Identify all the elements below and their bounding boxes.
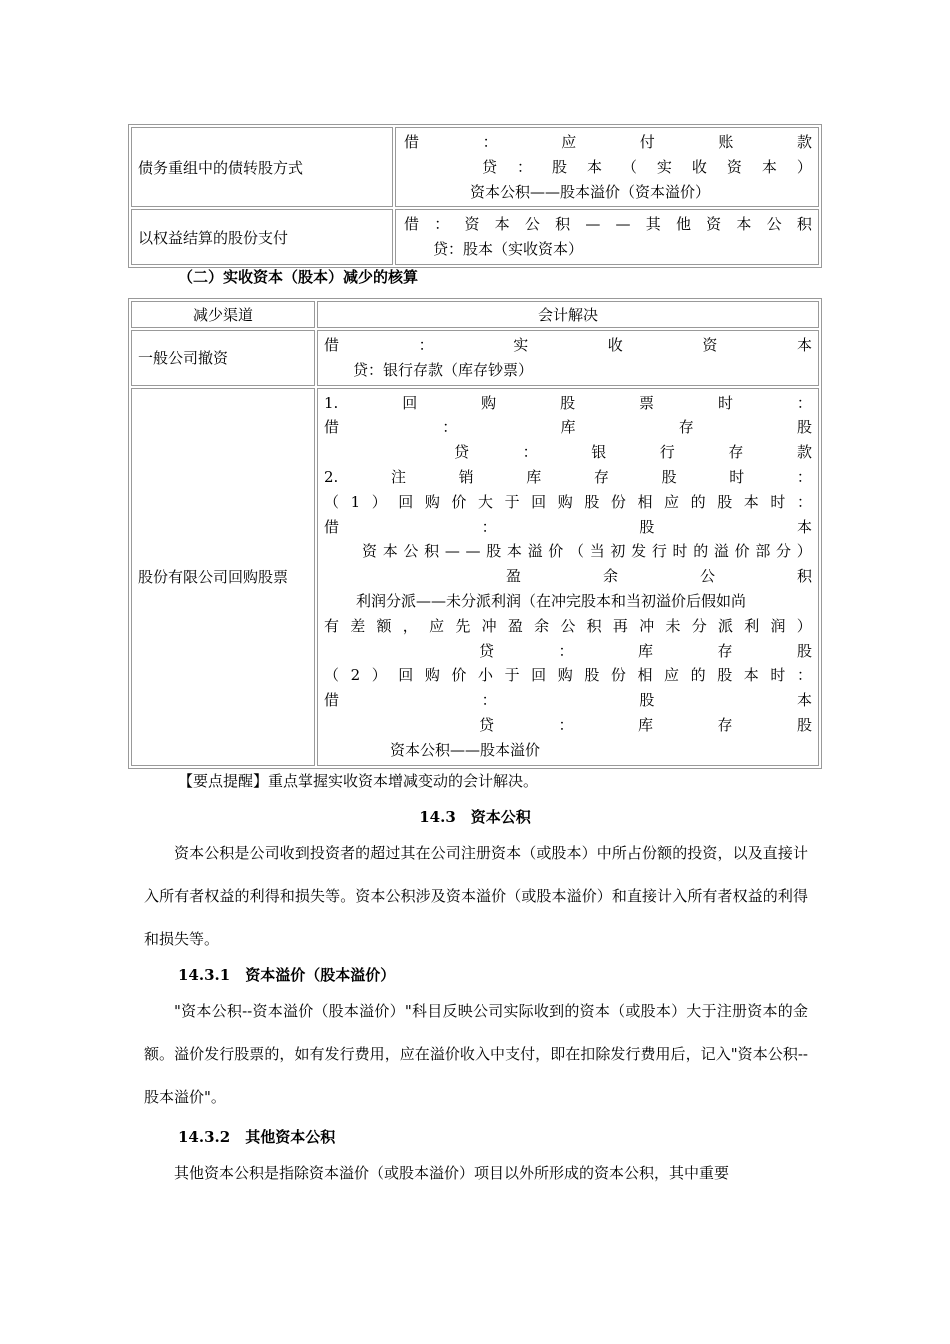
- journal-token: 当: [589, 542, 605, 561]
- journal-token: 大: [478, 492, 494, 511]
- row-label: 以权益结算的股份支付: [138, 228, 289, 247]
- journal-token: 积: [424, 542, 440, 561]
- journal-token: 余: [602, 567, 618, 586]
- journal-token: 股: [661, 467, 677, 486]
- journal-token: 股: [560, 393, 576, 412]
- journal-line: [324, 713, 812, 738]
- journal-token: 本: [586, 157, 602, 176]
- journal-token: 回: [398, 492, 414, 511]
- journal-token: 分: [691, 616, 707, 635]
- journal-token: ：: [516, 157, 532, 176]
- journal-token: 应: [664, 666, 680, 685]
- journal-line: [324, 564, 812, 589]
- journal-token: ：: [434, 215, 450, 234]
- journal-token: 溢: [527, 542, 543, 561]
- journal-token: （: [324, 666, 340, 685]
- table-cell-item: [131, 127, 393, 207]
- journal-token: 购: [481, 393, 497, 412]
- journal-token: 行: [651, 542, 667, 561]
- journal-token: 收: [607, 336, 623, 354]
- journal-token: 库: [637, 715, 653, 734]
- journal-token: 注: [390, 467, 406, 486]
- journal-token: 有: [324, 616, 340, 635]
- journal-token: ：: [796, 393, 812, 412]
- journal-token: 额: [376, 616, 392, 635]
- journal-token: 于: [504, 492, 520, 511]
- journal-token: 资: [702, 336, 718, 354]
- key-point-reminder: 【要点提醒】重点掌握实收资本增减变动的会计解决。: [178, 772, 539, 790]
- journal-token: 股: [551, 157, 567, 176]
- journal-token: 积: [796, 215, 812, 234]
- journal-token: 冲: [639, 616, 655, 635]
- journal-line: [324, 614, 812, 639]
- paragraph: [144, 832, 808, 961]
- journal-token: 1.: [324, 393, 339, 412]
- journal-token: 本: [494, 215, 510, 234]
- paragraph-text: 资本公积是公司收到投资者的超过其在公司注册资本（或股本）中所占份额的投资，以及直接计入所有者权益的利得和损失等。资本公积涉及资本溢价（或股本溢价）和直接计入所有者权益的利得和损失等。: [144, 844, 808, 948]
- subsection-title: 14.3.1 资本溢价（股本溢价）: [178, 966, 396, 984]
- journal-token: 借: [404, 215, 420, 234]
- journal-token: 时: [770, 492, 786, 511]
- table-header-row: [131, 301, 819, 328]
- journal-token: 他: [675, 215, 691, 234]
- journal-token: 部: [755, 542, 771, 561]
- journal-token: 存: [678, 418, 694, 437]
- table-cell-item: [131, 209, 393, 265]
- table-row: [131, 209, 819, 265]
- paragraph-text: "资本公积--资本溢价（股本溢价）"科目反映公司实际收到的资本（或股本）大于注册资本的金额。溢价发行股票的，如有发行费用，应在溢价收入中支付，即在扣除发行费用后，记入"资本公积--股本溢价"。: [144, 1002, 808, 1106]
- journal-line: [324, 333, 812, 358]
- journal-line: [404, 155, 812, 180]
- journal-token: 款: [796, 443, 812, 462]
- capital-increase-table: [128, 124, 822, 268]
- journal-token: 公: [403, 542, 419, 561]
- journal-token: 借: [324, 336, 340, 354]
- journal-token: 本: [743, 666, 759, 685]
- journal-token: 于: [504, 666, 520, 685]
- journal-token: ）: [796, 616, 812, 635]
- journal-token: 的: [690, 492, 706, 511]
- journal-token: 相: [637, 666, 653, 685]
- journal-line: 利润分派——未分派利润（在冲完股本和当初溢价后假如尚: [356, 591, 747, 610]
- journal-token: 实: [513, 336, 529, 354]
- journal-token: 本: [761, 157, 777, 176]
- journal-token: 派: [717, 616, 733, 635]
- journal-token: 资: [726, 157, 742, 176]
- journal-token: ：: [481, 517, 497, 536]
- table-cell-entry: [317, 388, 819, 766]
- journal-token: 其: [645, 215, 661, 234]
- journal-line: [324, 391, 812, 416]
- journal-line: [324, 539, 812, 564]
- journal-token: 本: [796, 336, 812, 354]
- journal-token: 未: [665, 616, 681, 635]
- journal-token: 本: [506, 542, 522, 561]
- table-row: [131, 127, 819, 207]
- journal-token: 积: [555, 215, 571, 234]
- journal-token: 2: [350, 666, 361, 685]
- journal-token: ：: [442, 418, 458, 437]
- paragraph-text: 其他资本公积是指除资本溢价（或股本溢价）项目以外所形成的资本公积，其中重要: [174, 1164, 730, 1182]
- journal-token: ）: [796, 157, 812, 176]
- journal-token: 回: [531, 666, 547, 685]
- journal-token: 库: [560, 418, 576, 437]
- journal-line: [404, 212, 812, 237]
- table-cell-entry: [395, 127, 819, 207]
- journal-token: ）: [371, 492, 387, 511]
- journal-token: 付: [639, 133, 655, 151]
- journal-token: 公: [766, 215, 782, 234]
- journal-token: 润: [770, 616, 786, 635]
- journal-line: [324, 440, 812, 465]
- journal-token: 销: [458, 467, 474, 486]
- journal-token: 回: [531, 492, 547, 511]
- journal-token: 资: [362, 542, 378, 561]
- journal-token: 股: [796, 418, 812, 437]
- journal-line: [324, 639, 812, 664]
- journal-token: 发: [631, 542, 647, 561]
- column-header: 会计解决: [317, 301, 819, 328]
- journal-token: 本: [796, 691, 812, 710]
- journal-token: 回: [402, 393, 418, 412]
- subsection-title: 14.3.2 其他资本公积: [178, 1128, 336, 1146]
- journal-line: 资本公积——股本溢价（资本溢价）: [470, 182, 711, 201]
- journal-token: 购: [557, 666, 573, 685]
- journal-token: 本: [382, 542, 398, 561]
- journal-token: 份: [610, 666, 626, 685]
- journal-token: 款: [796, 133, 812, 151]
- journal-token: 行: [659, 443, 675, 462]
- journal-token: 账: [718, 133, 734, 151]
- section-heading: （二）实收资本（股本）减少的核算: [178, 268, 419, 286]
- journal-token: ：: [482, 133, 498, 151]
- journal-token: 存: [717, 641, 733, 660]
- journal-token: 余: [534, 616, 550, 635]
- journal-token: 的: [690, 666, 706, 685]
- journal-token: 股: [639, 691, 655, 710]
- journal-line: [404, 130, 812, 155]
- journal-token: —: [465, 542, 481, 561]
- journal-token: 的: [693, 542, 709, 561]
- journal-token: 盈: [507, 616, 523, 635]
- journal-token: 存: [717, 715, 733, 734]
- table-cell-item: [131, 330, 315, 386]
- journal-token: 公: [699, 567, 715, 586]
- table-row: [131, 330, 819, 386]
- journal-token: 1: [350, 492, 361, 511]
- journal-token: 股: [717, 666, 733, 685]
- column-header: 减少渠道: [131, 301, 315, 328]
- journal-token: 利: [744, 616, 760, 635]
- journal-token: 借: [324, 691, 340, 710]
- journal-token: 股: [486, 542, 502, 561]
- journal-token: 时: [770, 666, 786, 685]
- journal-token: 本: [736, 215, 752, 234]
- journal-token: 应: [429, 616, 445, 635]
- journal-token: ：: [558, 715, 574, 734]
- journal-token: 本: [743, 492, 759, 511]
- journal-token: 价: [548, 542, 564, 561]
- journal-token: 初: [610, 542, 626, 561]
- journal-token: 借: [324, 418, 340, 437]
- capital-decrease-table: [128, 298, 822, 769]
- journal-line: 贷：银行存款（库存钞票）: [353, 360, 534, 379]
- journal-token: 2.: [324, 467, 339, 486]
- journal-token: 小: [478, 666, 494, 685]
- journal-line: 贷：股本（实收资本）: [433, 240, 584, 259]
- journal-token: 库: [637, 641, 653, 660]
- journal-token: （: [621, 157, 637, 176]
- row-label: 一般公司撤资: [138, 349, 229, 368]
- journal-token: 本: [796, 517, 812, 536]
- journal-token: 票: [639, 393, 655, 412]
- journal-token: 贷: [479, 641, 495, 660]
- journal-token: 股: [584, 666, 600, 685]
- journal-token: 借: [324, 517, 340, 536]
- journal-token: 先: [455, 616, 471, 635]
- journal-token: 贷: [482, 157, 498, 176]
- journal-token: 股: [796, 715, 812, 734]
- journal-token: 公: [560, 616, 576, 635]
- journal-token: （: [324, 492, 340, 511]
- journal-token: 相: [637, 492, 653, 511]
- table-cell-entry: [395, 209, 819, 265]
- journal-token: ：: [796, 666, 812, 685]
- journal-token: 存: [593, 467, 609, 486]
- journal-token: 购: [424, 492, 440, 511]
- journal-token: 溢: [713, 542, 729, 561]
- journal-token: ）: [371, 666, 387, 685]
- journal-line: [324, 465, 812, 490]
- journal-token: ：: [481, 691, 497, 710]
- journal-token: ：: [558, 641, 574, 660]
- journal-token: ，: [402, 616, 418, 635]
- journal-token: 应: [561, 133, 577, 151]
- journal-token: 时: [672, 542, 688, 561]
- journal-token: 应: [664, 492, 680, 511]
- journal-token: 回: [398, 666, 414, 685]
- journal-token: 贷: [454, 443, 470, 462]
- journal-token: ：: [418, 336, 434, 354]
- journal-line: [324, 688, 812, 713]
- journal-token: 差: [350, 616, 366, 635]
- journal-token: 股: [639, 517, 655, 536]
- journal-line: [324, 663, 812, 688]
- journal-token: 资: [464, 215, 480, 234]
- journal-token: 冲: [481, 616, 497, 635]
- table-row: [131, 388, 819, 766]
- paragraph: [144, 990, 808, 1119]
- journal-token: ：: [796, 467, 812, 486]
- journal-token: 再: [612, 616, 628, 635]
- journal-token: 价: [451, 666, 467, 685]
- journal-token: 收: [691, 157, 707, 176]
- journal-token: 价: [734, 542, 750, 561]
- journal-token: 实: [656, 157, 672, 176]
- journal-token: 时: [717, 393, 733, 412]
- journal-token: 积: [796, 567, 812, 586]
- journal-token: 股: [584, 492, 600, 511]
- journal-token: 贷: [479, 715, 495, 734]
- journal-token: 时: [729, 467, 745, 486]
- journal-token: 库: [526, 467, 542, 486]
- journal-token: 存: [728, 443, 744, 462]
- row-label: 债务重组中的债转股方式: [138, 158, 304, 177]
- journal-token: 借: [404, 133, 420, 151]
- journal-token: 盈: [506, 567, 522, 586]
- journal-token: 分: [776, 542, 792, 561]
- journal-line: [324, 415, 812, 440]
- journal-line: [324, 490, 812, 515]
- paragraph: [144, 1152, 808, 1195]
- table-cell-entry: [317, 330, 819, 386]
- journal-token: 购: [424, 666, 440, 685]
- table-cell-item: [131, 388, 315, 766]
- journal-token: 资: [706, 215, 722, 234]
- journal-token: —: [615, 215, 631, 234]
- journal-token: ）: [796, 542, 812, 561]
- journal-token: 购: [557, 492, 573, 511]
- journal-token: —: [444, 542, 460, 561]
- journal-token: 股: [796, 641, 812, 660]
- journal-token: ：: [522, 443, 538, 462]
- journal-token: （: [569, 542, 585, 561]
- section-title: 14.3 资本公积: [419, 808, 531, 826]
- journal-token: 价: [451, 492, 467, 511]
- journal-token: 公: [524, 215, 540, 234]
- journal-token: 积: [586, 616, 602, 635]
- journal-token: 银: [591, 443, 607, 462]
- journal-token: —: [585, 215, 601, 234]
- journal-line: [324, 515, 812, 540]
- journal-token: 份: [610, 492, 626, 511]
- row-label: 股份有限公司回购股票: [138, 568, 289, 587]
- journal-token: 股: [717, 492, 733, 511]
- journal-token: ：: [796, 492, 812, 511]
- journal-line: 资本公积——股本溢价: [390, 740, 541, 759]
